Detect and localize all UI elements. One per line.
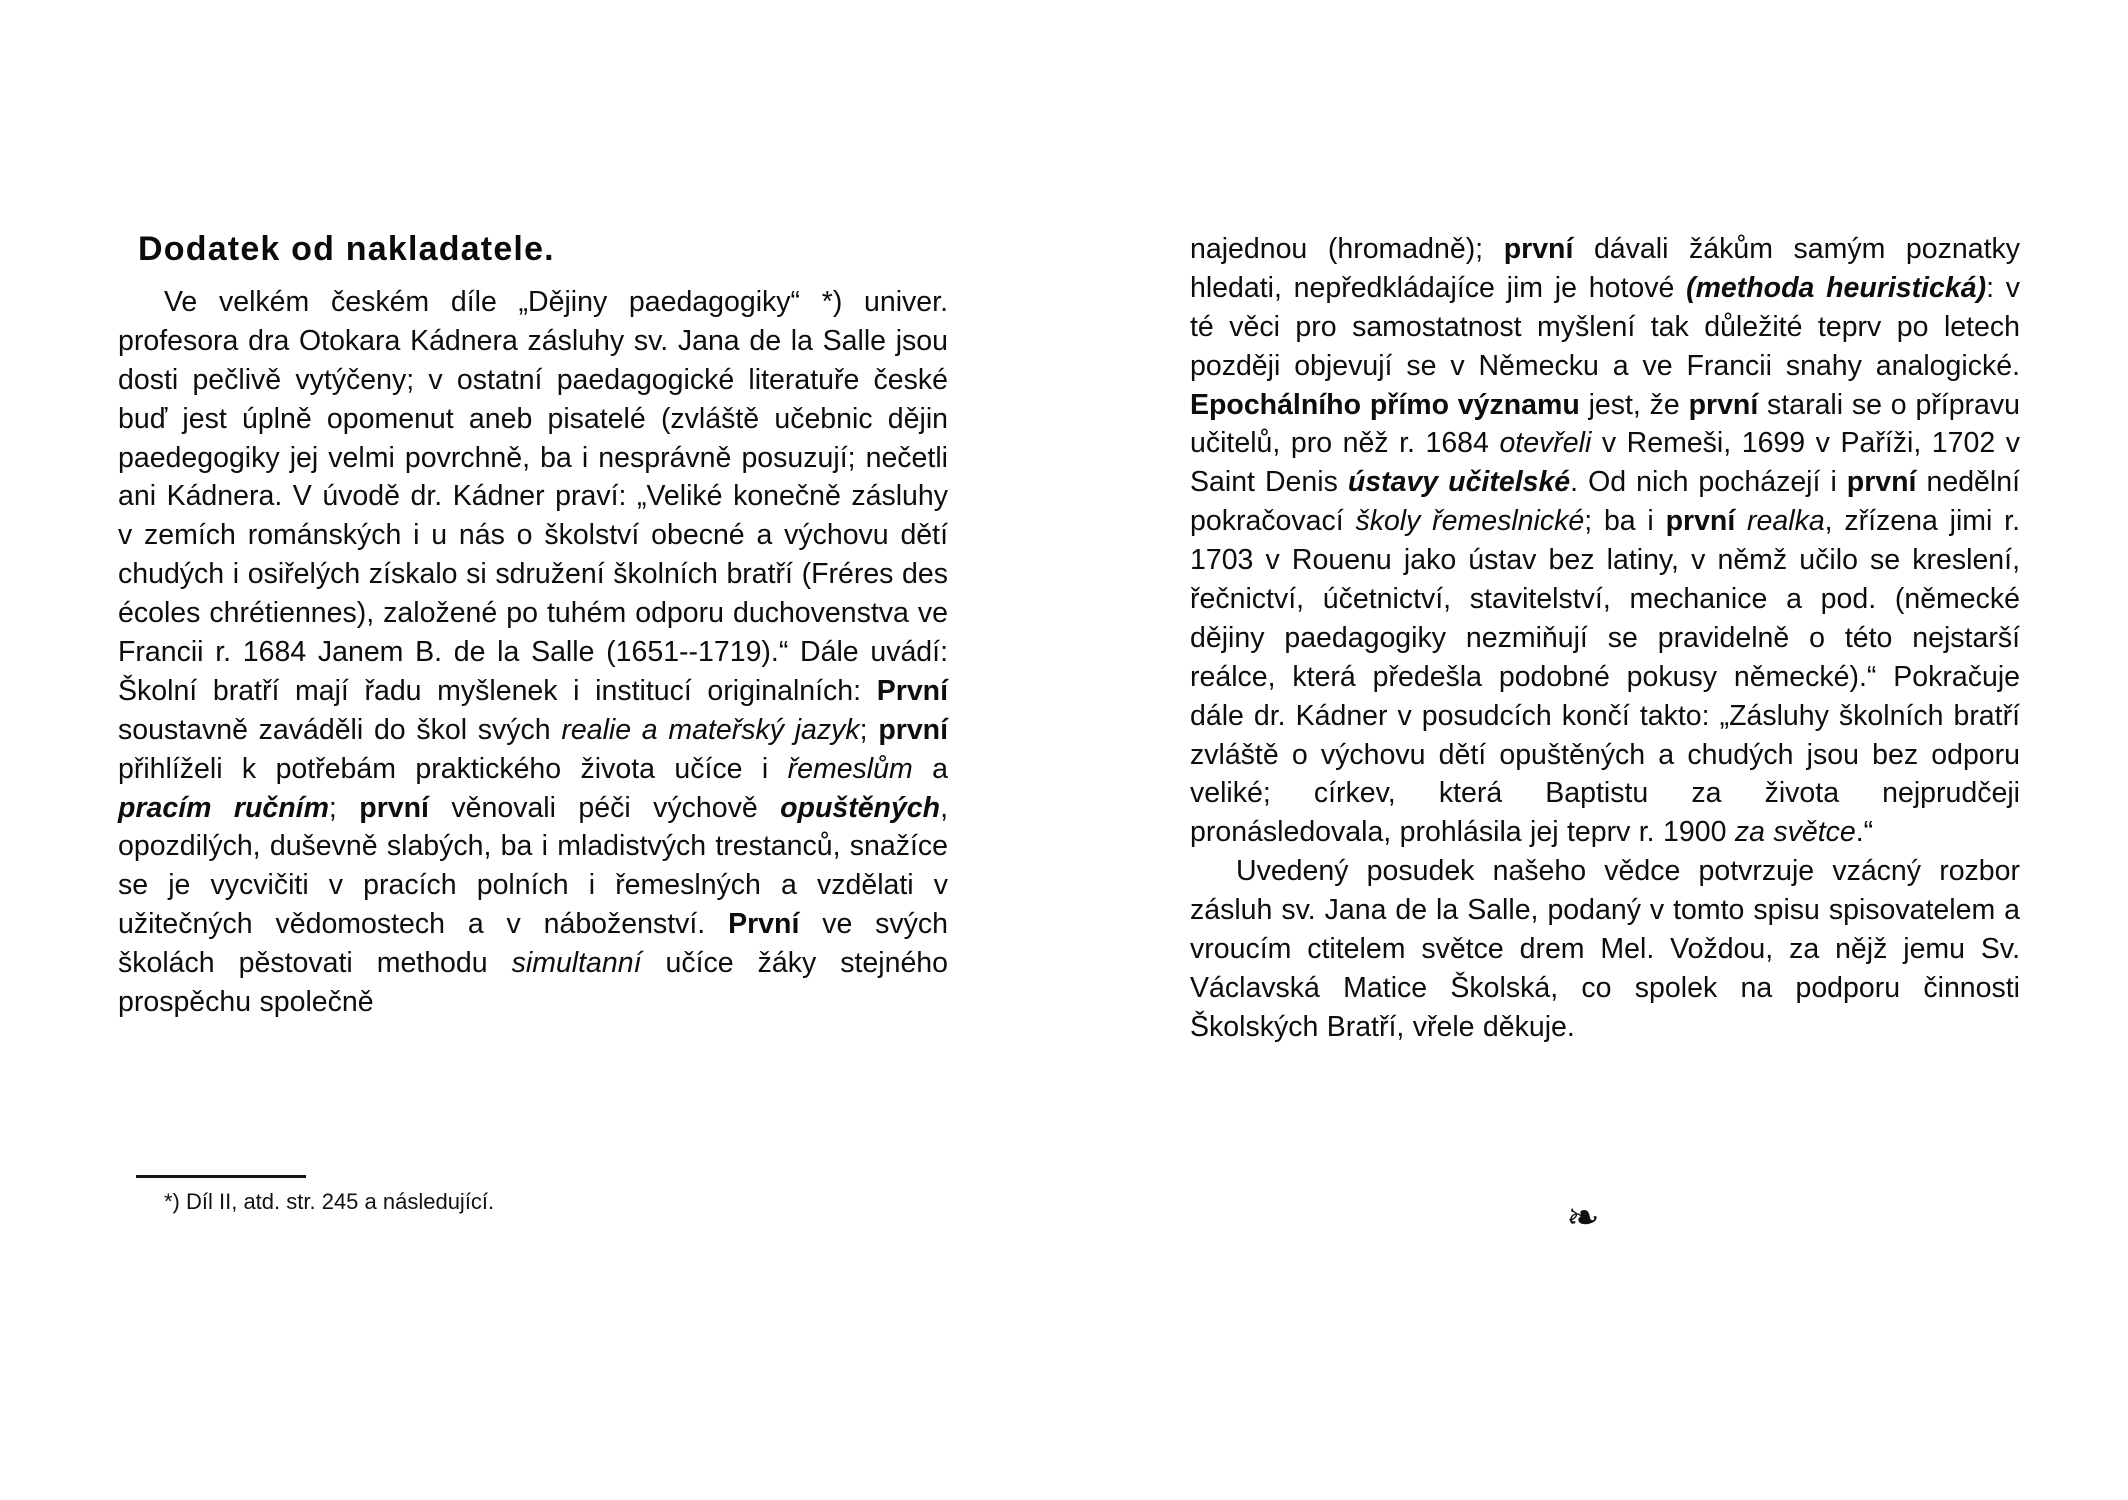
ornament-icon: ❧ <box>1566 1195 1600 1241</box>
left-column <box>118 230 948 1022</box>
left-column-paragraph-1: Ve velkém českém díle „Dějiny paedagogiky“ *) univer. profesora dra Otokara Kádnera zásluhy sv. Jana de la Salle jsou dosti pečlivě vytýčeny; v ostatní paedagogické literatuře české buď jest úplně opomenut aneb pisatelé (zvláště učebnic dějin paedegogiky jej velmi povrchně, ba i nesprávně posuzují; nečetli ani Kádnera. V úvodě dr. Kádner praví: „Veliké konečně zásluhy v zemích románských i u nás o školství obecné a výchovu dětí chudých i osiřelých získalo si sdružení školních bratří (Fréres des écoles chrétiennes), založené po tuhém odporu duchovenstva ve Francii r. 1684 Janem B. de la Salle (1651--1719).“ Dále uvádí: Školní bratří mají řadu myšlenek i institucí originalních: První soustavně zaváděli do škol svých realie a mateřský jazyk; první přihlíželi k potřebám praktického života učíce i řemeslům a pracím ručním; první věnovali péči výchově opuštěných, opozdilých, duševně slabých, ba i mladistvých trestanců, snažíce se je vycvičiti v pracích polních i řemeslných a vzdělati v užitečných vědomostech a v náboženství. První ve svých školách pěstovati methodu simultanní učíce žáky stejného prospěchu společně <box>118 286 948 1019</box>
right-column-paragraph-2: Uvedený posudek našeho vědce potvrzuje vzácný rozbor zásluh sv. Jana de la Salle, podaný v tomto spisu spisovatelem a vroucím ctitelem světce drem Mel. Voždou, za nějž jemu Sv. Václavská Matice Školská, co spolek na podporu činnosti Školských Bratří, vřele děkuje. <box>1190 855 2020 1043</box>
footnote-text: *) Díl II, atd. str. 245 a následující. <box>164 1189 495 1214</box>
page-title: Dodatek od nakladatele. <box>138 230 555 268</box>
right-column <box>1190 230 2020 1047</box>
footnote-block <box>118 1175 948 1217</box>
right-column-paragraph-1: najednou (hromadně); první dávali žákům samým poznatky hledati, nepředkládajíce jim je hotové (methoda heuristická): v té věci pro samostatnost myšlení tak důležité teprv po letech později objevují se v Německu a ve Francii snahy analogické. Epochálního přímo významu jest, že první starali se o přípravu učitelů, pro něž r. 1684 otevřeli v Remeši, 1699 v Paříži, 1702 v Saint Denis ústavy učitelské. Od nich pocházejí i první nedělní pokračovací školy řemeslnické; ba i první realka, zřízena jimi r. 1703 v Rouenu jako ústav bez latiny, v němž učilo se kreslení, řečnictví, účetnictví, stavitelství, mechanice a pod. (německé dějiny paedagogiky nezmiňují se pravidelně o této nejstarší reálce, která předešla podobné pokusy německé).“ Pokračuje dále dr. Kádner v posudcích končí takto: „Zásluhy školních bratří zvláště o výchovu dětí opuštěných a chudých jsou bez odporu veliké; církev, která Baptistu za života nejprudčeji pronásledovala, prohlásila jej teprv r. 1900 za světce.“ <box>1190 233 2021 849</box>
footnote-separator-rule <box>136 1175 306 1178</box>
